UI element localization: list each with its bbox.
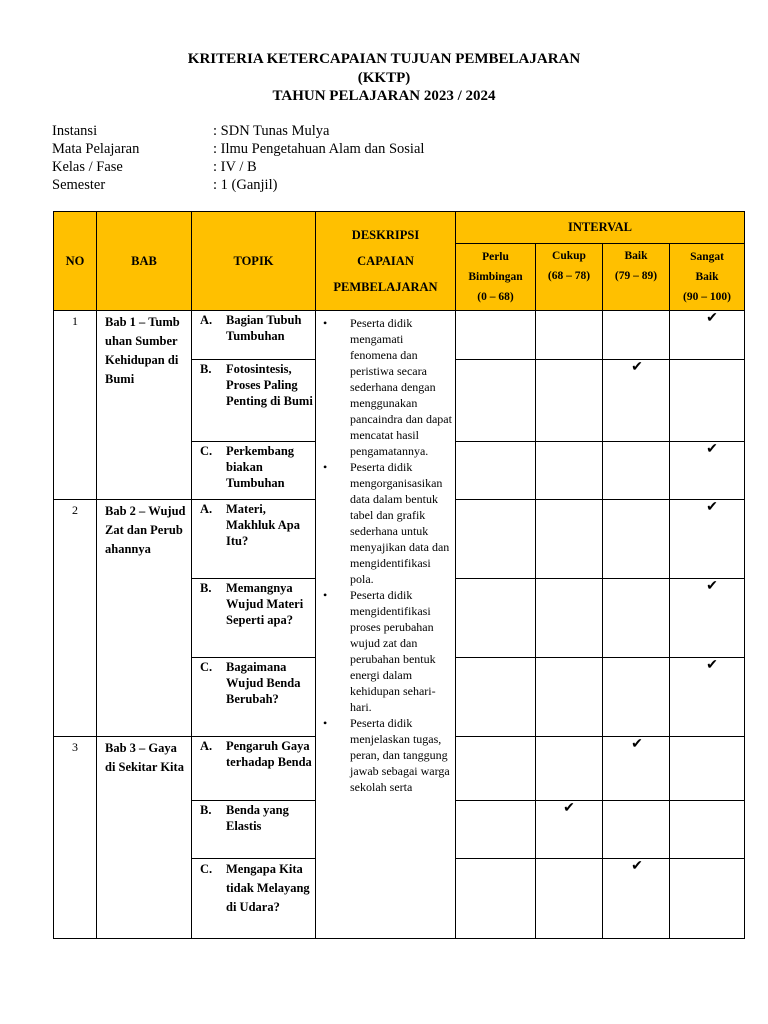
title-line-3: TAHUN PELAJARAN 2023 / 2024 (272, 88, 496, 104)
header-deskripsi (316, 212, 456, 311)
chapter-bab: Bab 1 – Tumbuhan Sumber Kehidupan di Bumi (97, 311, 192, 500)
description-list (322, 315, 453, 795)
title-line-1: KRITERIA KETERCAPAIAN TUJUAN PEMBELAJARAN (187, 51, 581, 67)
topic-cell (192, 801, 316, 859)
check-cell (536, 658, 603, 737)
check-cell (536, 311, 603, 360)
topic-text: Mengapa Kita tidak Melayang di Udara? (226, 862, 310, 914)
level-line: (79 – 89) (614, 270, 658, 282)
level-line: Sangat (690, 251, 724, 263)
description-item (322, 587, 453, 715)
header-level-perlu-bimbingan (456, 244, 536, 311)
topic-text: Bagaimana Wujud Benda Berubah? (226, 660, 301, 706)
checkmark-icon: ✔ (706, 311, 718, 326)
level-line: Baik (624, 250, 648, 262)
check-cell (536, 737, 603, 801)
check-cell (670, 737, 745, 801)
topic-cell (192, 658, 316, 737)
info-label: Semester (52, 177, 106, 193)
topic-text: Perkembang biakan Tumbuhan (226, 444, 295, 490)
check-cell (603, 801, 670, 859)
info-value: : Ilmu Pengetahuan Alam dan Sosial (213, 141, 425, 157)
topic-text: Memangnya Wujud Materi Seperti apa? (226, 581, 304, 627)
table-row (54, 311, 745, 360)
topic-cell (192, 311, 316, 360)
bullet-icon: • (323, 316, 328, 330)
topic-letter: B. (200, 362, 212, 376)
check-cell (603, 658, 670, 737)
info-label: Instansi (52, 123, 98, 139)
topic-cell (192, 859, 316, 939)
check-cell (456, 737, 536, 801)
description-item (322, 715, 453, 795)
check-cell (536, 360, 603, 442)
topic-cell (192, 500, 316, 579)
check-cell (603, 500, 670, 579)
check-cell (670, 859, 745, 939)
checkmark-icon: ✔ (706, 658, 718, 673)
level-line: (68 – 78) (547, 270, 591, 282)
topic-letter: C. (200, 660, 213, 674)
check-cell (456, 500, 536, 579)
check-cell (603, 859, 670, 939)
level-line: (0 – 68) (477, 291, 514, 303)
title-line-2: (KKTP) (357, 70, 411, 86)
topic-letter: C. (200, 862, 213, 876)
topic-cell (192, 579, 316, 658)
topic-cell (192, 360, 316, 442)
header-level-sangat-baik (670, 244, 745, 311)
chapter-bab: Bab 2 – Wujud Zat dan Perubahannya (97, 500, 192, 737)
check-cell (536, 579, 603, 658)
check-cell (456, 442, 536, 500)
check-cell (456, 579, 536, 658)
check-cell (536, 801, 603, 859)
header-topik: TOPIK (192, 212, 316, 311)
description-text: Peserta didik mengamati fenomena dan peristiwa secara sederhana dengan menggunakan pancaindra dan dapat mencatat hasil pengamatannya. (350, 316, 452, 458)
header-bab: BAB (97, 212, 192, 311)
bullet-icon: • (323, 460, 328, 474)
topic-letter: C. (200, 444, 213, 458)
chapter-no: 3 (54, 737, 97, 939)
topic-cell (192, 442, 316, 500)
topic-cell (192, 737, 316, 801)
check-cell (670, 579, 745, 658)
check-cell (456, 360, 536, 442)
check-cell (536, 442, 603, 500)
check-cell (603, 579, 670, 658)
level-line: (90 – 100) (683, 291, 731, 303)
description-text: Peserta didik menjelaskan tugas, peran, dan tanggung jawab sebagai warga sekolah serta (350, 716, 450, 794)
topic-text: Bagian Tubuh Tumbuhan (226, 313, 302, 343)
checkmark-icon: ✔ (706, 442, 718, 457)
check-cell (456, 658, 536, 737)
checkmark-icon: ✔ (631, 859, 643, 874)
level-line: Cukup (552, 250, 586, 262)
bullet-icon: • (323, 716, 328, 730)
description-text: Peserta didik mengorganisasikan data dalam bentuk tabel dan grafik sederhana untuk menyajikan data dan mengidentifikasi pola. (350, 460, 450, 586)
info-value: : SDN Tunas Mulya (213, 123, 330, 139)
check-cell (670, 311, 745, 360)
topic-text: Fotosintesis, Proses Paling Penting di Bumi (226, 362, 313, 408)
chapter-bab: Bab 3 – Gaya di Sekitar Kita (97, 737, 192, 939)
check-cell (670, 658, 745, 737)
header-level-cukup (536, 244, 603, 311)
header-deskripsi-line2: CAPAIAN (357, 254, 414, 268)
check-cell (456, 801, 536, 859)
checkmark-icon: ✔ (631, 360, 643, 375)
check-cell (670, 500, 745, 579)
header-level-baik (603, 244, 670, 311)
level-line: Bimbingan (468, 271, 523, 283)
check-cell (536, 859, 603, 939)
checkmark-icon: ✔ (706, 500, 718, 515)
learning-outcome-description (316, 311, 456, 939)
header-deskripsi-line1: DESKRIPSI (351, 228, 420, 242)
check-cell (603, 737, 670, 801)
topic-letter: B. (200, 803, 212, 817)
level-line: Perlu (482, 251, 509, 263)
topic-text: Materi, Makhluk Apa Itu? (226, 502, 300, 548)
topic-letter: A. (200, 502, 213, 516)
check-cell (603, 311, 670, 360)
info-label: Kelas / Fase (52, 159, 123, 175)
description-text: Peserta didik mengidentifikasi proses perubahan wujud zat dan perubahan bentuk energi dalam kehidupan sehari-hari. (350, 588, 436, 714)
check-cell (456, 311, 536, 360)
chapter-no: 1 (54, 311, 97, 500)
description-item (322, 459, 453, 587)
topic-letter: A. (200, 739, 213, 753)
check-cell (456, 859, 536, 939)
level-line: Baik (695, 271, 719, 283)
chapter-no: 2 (54, 500, 97, 737)
check-cell (670, 442, 745, 500)
topic-letter: B. (200, 581, 212, 595)
info-value: : 1 (Ganjil) (213, 177, 278, 193)
check-cell (670, 360, 745, 442)
topic-text: Pengaruh Gaya terhadap Benda (226, 739, 312, 769)
check-cell (536, 500, 603, 579)
kktp-table (53, 211, 745, 939)
info-value: : IV / B (213, 159, 257, 175)
checkmark-icon: ✔ (706, 579, 718, 594)
info-label: Mata Pelajaran (52, 141, 140, 157)
check-cell (603, 360, 670, 442)
check-cell (670, 801, 745, 859)
checkmark-icon: ✔ (563, 801, 575, 816)
check-cell (603, 442, 670, 500)
topic-letter: A. (200, 313, 213, 327)
header-interval: INTERVAL (456, 212, 745, 244)
header-deskripsi-line3: PEMBELAJARAN (333, 280, 438, 294)
checkmark-icon: ✔ (631, 737, 643, 752)
description-item (322, 315, 453, 459)
header-no: NO (54, 212, 97, 311)
topic-text: Benda yang Elastis (226, 803, 289, 833)
bullet-icon: • (323, 588, 328, 602)
